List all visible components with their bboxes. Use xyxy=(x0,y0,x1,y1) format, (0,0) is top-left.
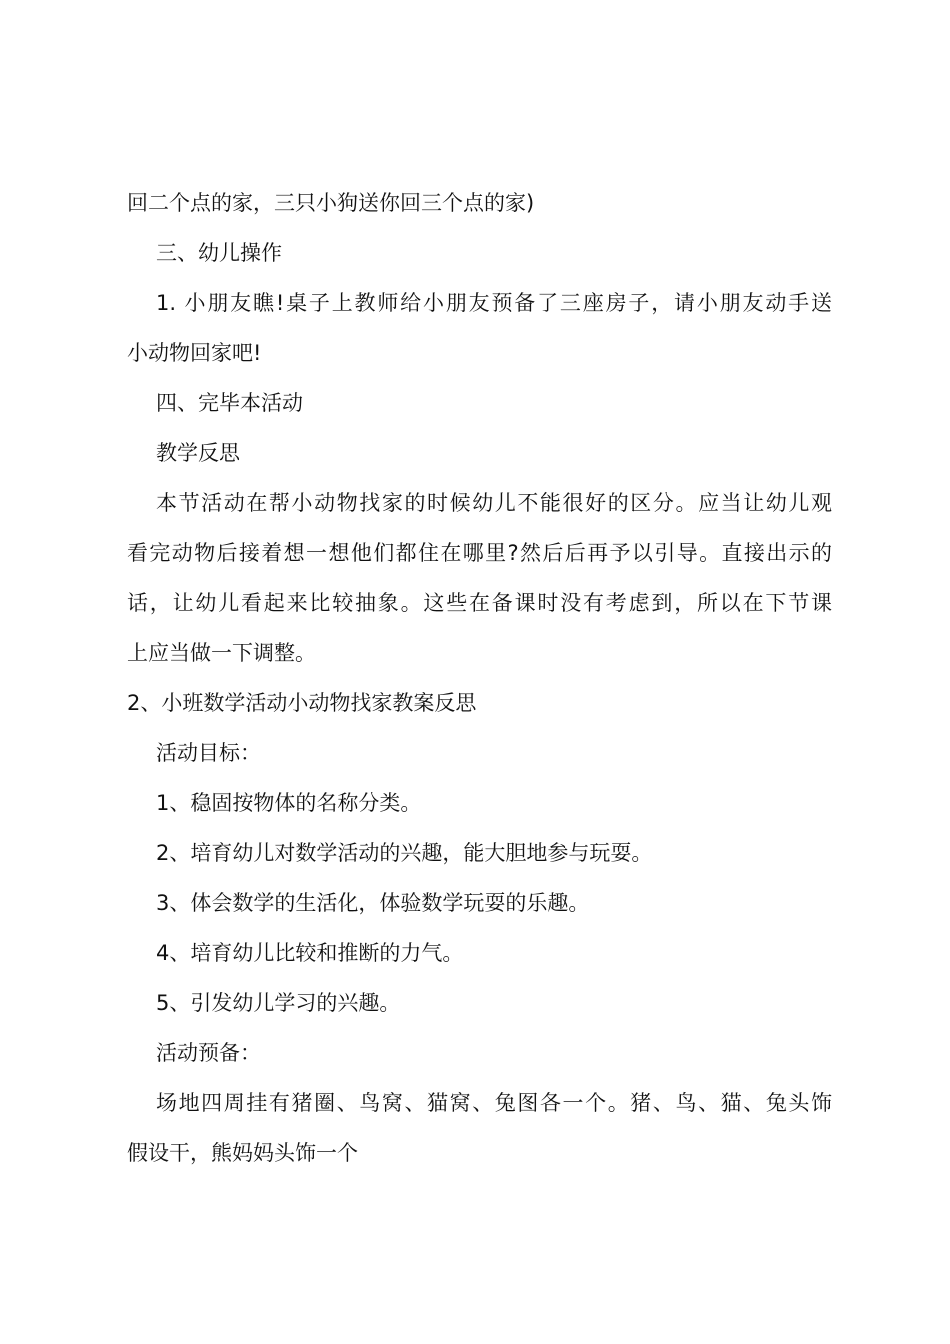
section-heading-goals: 活动目标： xyxy=(156,741,261,765)
list-item: 2、培育幼儿对数学活动的兴趣，能大胆地参与玩耍。 xyxy=(156,841,653,865)
list-item: 5、引发幼儿学习的兴趣。 xyxy=(156,991,401,1015)
paragraph-line: 回二个点的家，三只小狗送你回三个点的家) xyxy=(127,191,535,215)
document-title: 2、小班数学活动小动物找家教案反思 xyxy=(127,691,477,715)
section-heading-operation: 三、幼儿操作 xyxy=(156,241,282,265)
document-body xyxy=(127,178,832,1178)
paragraph-line: 上应当做一下调整。 xyxy=(127,641,316,665)
paragraph-line: 小动物回家吧! xyxy=(127,341,262,365)
section-heading-reflection: 教学反思 xyxy=(156,441,240,465)
list-item: 3、体会数学的生活化，体验数学玩耍的乐趣。 xyxy=(156,891,590,915)
list-item: 1、稳固按物体的名称分类。 xyxy=(156,791,422,815)
list-item: 4、培育幼儿比较和推断的力气。 xyxy=(156,941,464,965)
paragraph-line: 本节活动在帮小动物找家的时候幼儿不能很好的区分。应当让幼儿观 xyxy=(156,491,832,515)
paragraph-line: 话，让幼儿看起来比较抽象。这些在备课时没有考虑到，所以在下节课 xyxy=(127,591,832,615)
paragraph-line: 看完动物后接着想一想他们都住在哪里?然后后再予以引导。直接出示的 xyxy=(127,541,832,565)
paragraph-line: 1. 小朋友瞧!桌子上教师给小朋友预备了三座房子，请小朋友动手送 xyxy=(156,291,832,315)
paragraph-line: 假设干，熊妈妈头饰一个 xyxy=(127,1141,358,1165)
paragraph-line: 场地四周挂有猪圈、鸟窝、猫窝、兔图各一个。猪、鸟、猫、兔头饰 xyxy=(156,1091,832,1115)
section-heading-preparation: 活动预备： xyxy=(156,1041,261,1065)
section-heading-end: 四、完毕本活动 xyxy=(156,391,303,415)
